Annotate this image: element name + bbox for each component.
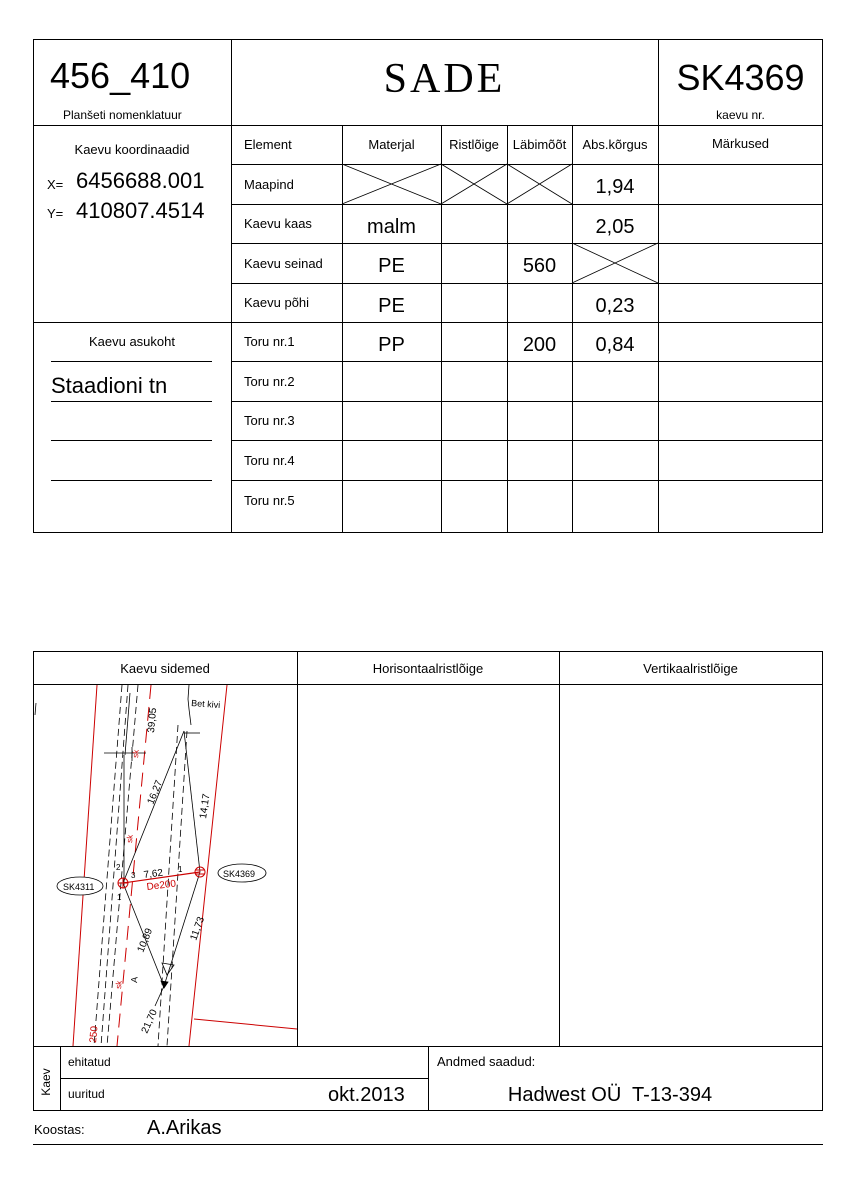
cell-materjal: PP: [378, 334, 405, 356]
page-title: SADE: [383, 56, 506, 102]
col-title-horisontaal: Horisontaalristlõige: [372, 661, 484, 676]
row-label: Toru nr.4: [244, 453, 295, 468]
sketch-dim-1627: 16,27: [145, 778, 166, 807]
red-boundary-left: [73, 685, 97, 1046]
x-value: 6456688.001: [76, 168, 205, 193]
sheet-label: Planšeti nomenklatuur: [63, 108, 182, 122]
row-label: Toru nr.3: [244, 413, 295, 428]
y-value: 410807.4514: [76, 198, 205, 223]
koostas-label: Koostas:: [34, 1122, 85, 1137]
x-prefix: X=: [47, 177, 64, 192]
sketch-letter-a: A: [129, 976, 140, 984]
sketch-dim-2170: 21,70: [139, 1007, 160, 1036]
location-sketch: [34, 685, 297, 1046]
cell-materjal: malm: [367, 216, 416, 238]
col-header-element: Element: [244, 137, 292, 152]
sketch-pipe-label: De200: [146, 878, 177, 893]
sketch-dim-1417: 14,17: [198, 793, 213, 820]
kaev-label: Kaev: [39, 1068, 53, 1096]
koostas-value: A.Arikas: [147, 1117, 222, 1139]
sketch-well-right: SK4369: [223, 869, 256, 879]
ehitatud-label: ehitatud: [68, 1055, 111, 1069]
cell-abs: 1,94: [595, 176, 635, 198]
cell-materjal: PE: [378, 255, 405, 277]
sketch-n3: 3: [131, 871, 136, 880]
sheet-code: 456_410: [50, 55, 191, 96]
sketch-dim-762: 7,62: [143, 867, 164, 881]
col-header-abs: Abs.kõrgus: [582, 137, 648, 152]
location-line-1: Staadioni tn: [51, 373, 168, 398]
coordinates-label: Kaevu koordinaadid: [74, 142, 190, 157]
row-label: Kaevu kaas: [244, 216, 312, 231]
row-label: Toru nr.1: [244, 334, 295, 349]
col-title-vertikaal: Vertikaalristlõige: [643, 661, 738, 676]
cell-labimoot: 560: [522, 255, 557, 277]
row-label: Maapind: [244, 177, 294, 192]
red-boundary-right: [189, 685, 227, 1046]
uuritud-label: uuritud: [68, 1087, 105, 1101]
cell-labimoot: 200: [522, 334, 557, 356]
cell-materjal: PE: [378, 295, 405, 317]
sketch-dim-1089: 10,89: [135, 926, 156, 955]
sketch-bet-kivi: Bet kivi: [190, 698, 221, 711]
red-boundary-lower: [194, 1019, 297, 1029]
sketch-sk-1: sk: [131, 749, 141, 759]
col-header-materjal: Materjal: [368, 137, 415, 152]
cell-abs: 2,05: [595, 216, 635, 238]
andmed-value: Hadwest OÜ T-13-394: [507, 1084, 713, 1106]
col-header-labimoot: Läbimõõt: [512, 137, 567, 152]
row-label: Kaevu seinad: [244, 256, 323, 271]
col-header-markused: Märkused: [711, 136, 770, 151]
sketch-n1b: 1: [117, 893, 122, 902]
location-label: Kaevu asukoht: [88, 334, 175, 349]
well-id: SK4369: [676, 57, 805, 98]
row-label: Toru nr.5: [244, 493, 295, 508]
row-label: Kaevu põhi: [244, 295, 310, 310]
col-header-ristloige: Ristlõige: [449, 137, 499, 152]
cell-abs: 0,23: [595, 295, 635, 317]
well-label: kaevu nr.: [716, 108, 765, 122]
col-title-sidemed: Kaevu sidemed: [120, 661, 210, 676]
sketch-sk-3: sk: [114, 980, 124, 990]
sketch-well-left: SK4311: [63, 882, 95, 892]
sketch-sk-2: sk: [125, 834, 135, 844]
sketch-red-250: 250: [88, 1025, 101, 1044]
sketch-dim-3905: 39,05: [146, 707, 160, 734]
sketch-dim-1173: 11,73: [188, 915, 208, 943]
andmed-label: Andmed saadud:: [437, 1054, 536, 1069]
sketch-n1: 1: [178, 865, 183, 874]
y-prefix: Y=: [47, 206, 64, 221]
sketch-n2: 2: [116, 863, 121, 872]
uuritud-value: okt.2013: [328, 1084, 405, 1106]
cell-abs: 0,84: [595, 334, 635, 356]
row-label: Toru nr.2: [244, 374, 295, 389]
